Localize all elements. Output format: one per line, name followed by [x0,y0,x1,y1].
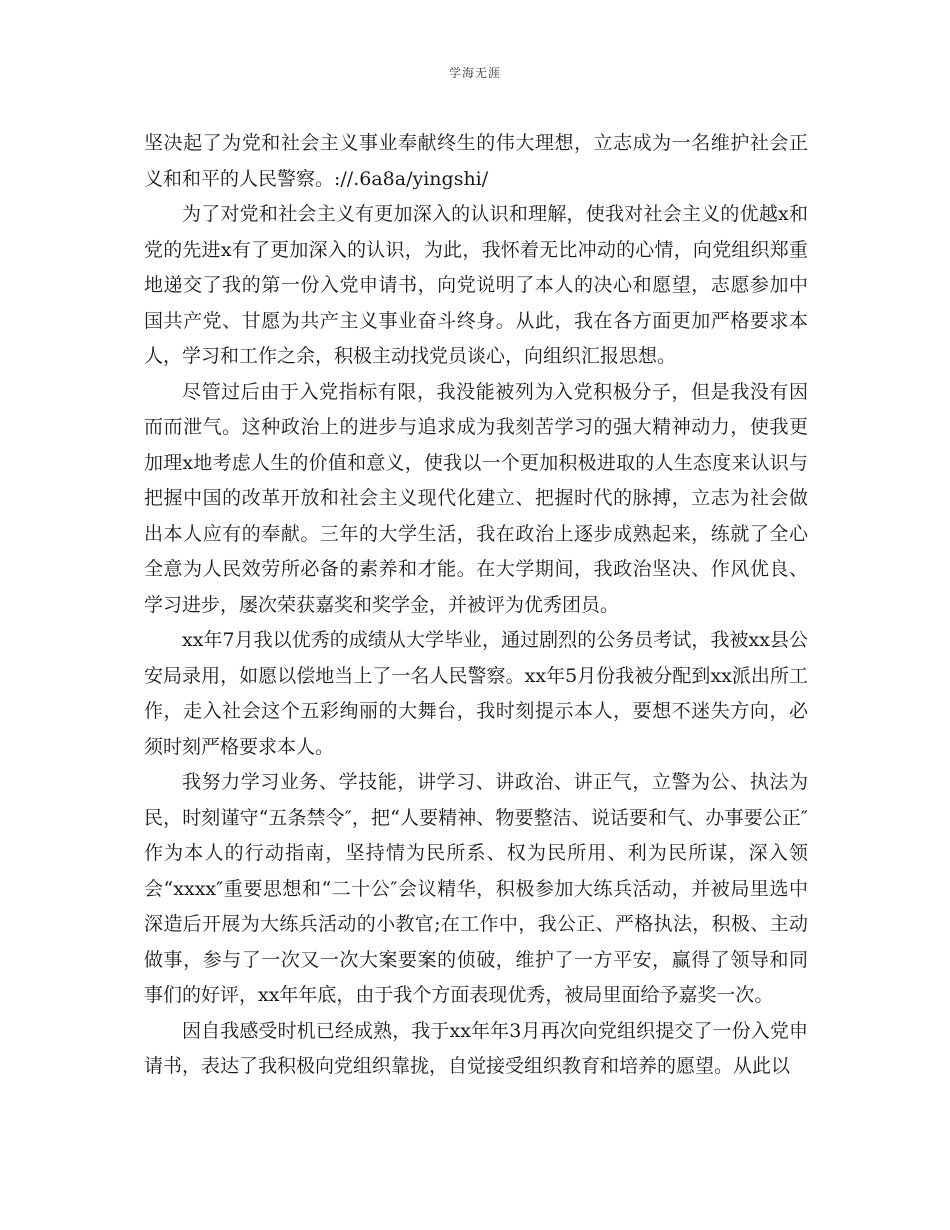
paragraph-4: xx年7月我以优秀的成绩从大学毕业，通过剧烈的公务员考试，我被xx县公安局录用，如愿以偿地当上了一名人民警察。xx年5月份我被分配到xx派出所工作，走入社会这个五彩绚丽的大舞台，我时刻提示本人，要想不迷失方向，必须时刻严格要求本人。 [144,629,808,758]
paragraph-5: 我努力学习业务、学技能，讲学习、讲政治、讲正气，立警为公、执法为民，时刻谨守“五条禁令″，把“人要精神、物要整洁、说话要和气、办事要公正″作为本人的行动指南，坚持情为民所系、权为民所用、利为民所谋，深入领会“xxxx″重要思想和“二十公″会议精华，积极参加大练兵活动，并被局里选中深造后开展为大练兵活动的小教官;在工作中，我公正、严格执法，积极、主动做事，参与了一次又一次大案要案的侦破，维护了一方平安，赢得了领导和同事们的好评，xx年年底，由于我个方面表现优秀，被局里面给予嘉奖一次。 [144,771,808,1006]
paragraph-1: 坚决起了为党和社会主义事业奉献终生的伟大理想，立志成为一名维护社会正义和和平的人民警察。://.6a8a/yingshi/ [144,132,808,190]
paragraph-2: 为了对党和社会主义有更加深入的认识和理解，使我对社会主义的优越x和党的先进x有了更加深入的认识，为此，我怀着无比冲动的心情，向党组织郑重地递交了我的第一份入党申请书，向党说明了本人的决心和愿望，志愿参加中国共产党、甘愿为共产主义事业奋斗终身。从此，我在各方面更加严格要求本人，学习和工作之余，积极主动找党员谈心，向组织汇报思想。 [144,203,808,367]
document-body [144,126,808,1085]
page-header: 学海无涯 [448,66,501,80]
paragraph-3: 尽管过后由于入党指标有限，我没能被列为入党积极分子，但是我没有因而而泄气。这种政治上的进步与追求成为我刻苦学习的强大精神动力，使我更加理x地考虑人生的价值和意义，使我以一个更加积极进取的人生态度来认识与把握中国的改革开放和社会主义现代化建立、把握时代的脉搏，立志为社会做出本人应有的奉献。三年的大学生活，我在政治上逐步成熟起来，练就了全心全意为人民效劳所必备的素养和才能。在大学期间，我政治坚决、作风优良、学习进步，屡次荣获嘉奖和奖学金，并被评为优秀团员。 [144,380,808,616]
paragraph-6: 因自我感受时机已经成熟，我于xx年年3月再次向党组织提交了一份入党申请书，表达了我积极向党组织靠拢，自觉接受组织教育和培养的愿望。从此以 [144,1019,808,1077]
